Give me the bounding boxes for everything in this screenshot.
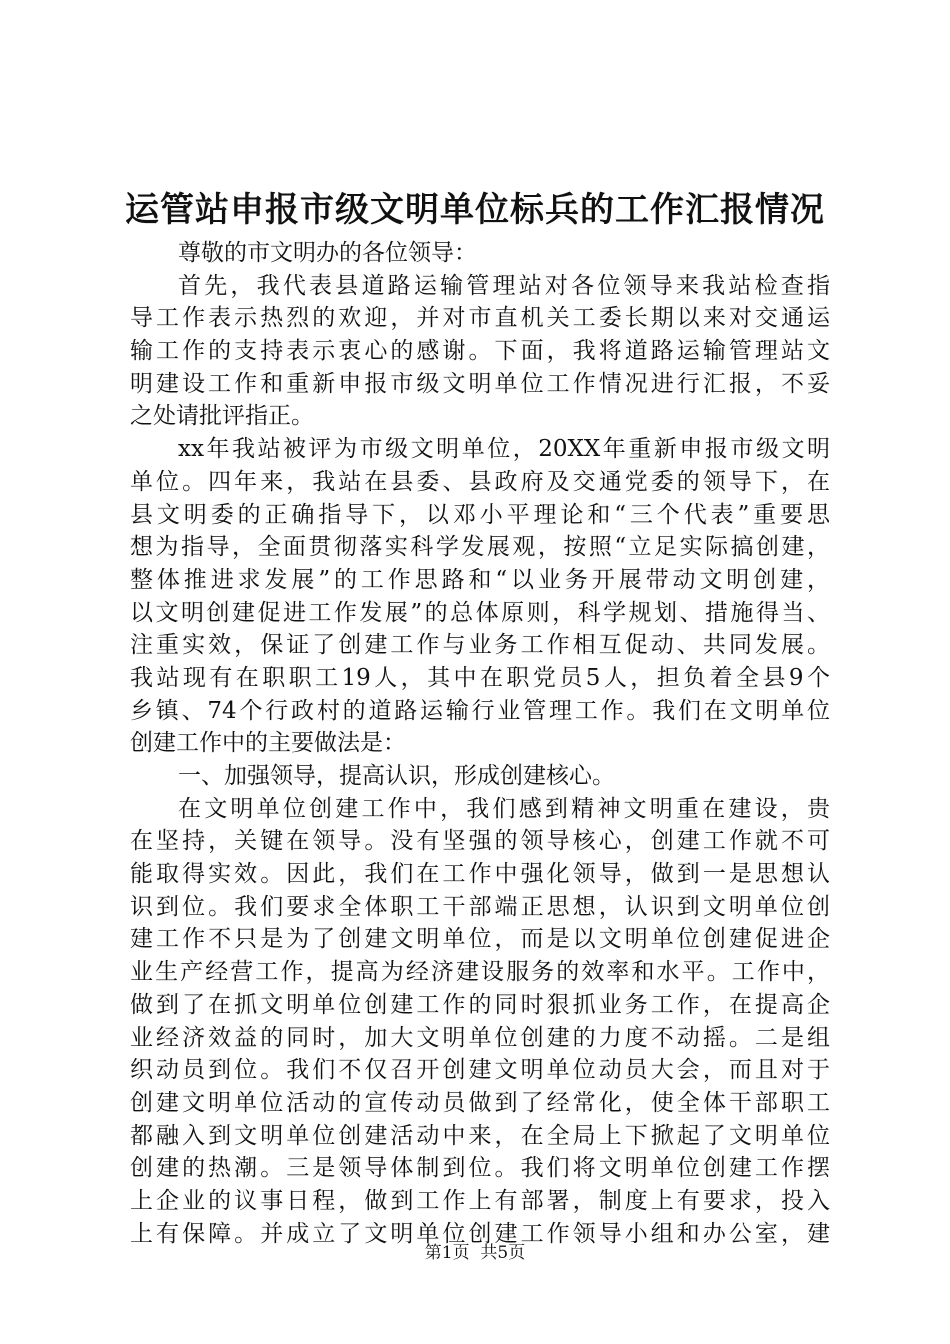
text-line: 创建工作中的主要做法是： [130, 730, 406, 757]
text-line: xx年我站被评为市级文明单位，20XX年重新申报市级文明 [178, 436, 830, 463]
document-body [130, 237, 830, 1250]
text-line: 业生产经营工作，提高为经济建设服务的效率和水平。工作中， [130, 959, 830, 986]
text-line: 一、加强领导，提高认识，形成创建核心。 [178, 763, 615, 789]
text-line: 想为指导，全面贯彻落实科学发展观，按照“立足实际搞创建， [130, 534, 830, 561]
text-line: 做到了在抓文明单位创建工作的同时狠抓业务工作，在提高企 [130, 991, 830, 1018]
page-footer: 第1页 共5页 [424, 1243, 526, 1263]
text-line: 以文明创建促进工作发展”的总体原则，科学规划、措施得当、 [130, 599, 830, 626]
text-line: 之处请批评指正。 [130, 403, 314, 430]
text-line: 整体推进求发展”的工作思路和“以业务开展带动文明创建， [130, 566, 830, 593]
text-line: 都融入到文明单位创建活动中来，在全局上下掀起了文明单位 [130, 1122, 830, 1149]
text-line: 注重实效，保证了创建工作与业务工作相互促动、共同发展。 [130, 632, 830, 659]
text-line: 创建的热潮。三是领导体制到位。我们将文明单位创建工作摆 [130, 1155, 830, 1182]
text-line: 在文明单位创建工作中，我们感到精神文明重在建设，贵 [178, 795, 830, 822]
text-line: 上企业的议事日程，做到工作上有部署，制度上有要求，投入 [130, 1187, 830, 1214]
text-line: 明建设工作和重新申报市级文明单位工作情况进行汇报，不妥 [130, 370, 830, 397]
text-line: 输工作的支持表示衷心的感谢。下面，我将道路运输管理站文 [130, 338, 830, 365]
text-line: 织动员到位。我们不仅召开创建文明单位动员大会，而且对于 [130, 1057, 830, 1084]
text-line: 单位。四年来，我站在县委、县政府及交通党委的领导下，在 [130, 468, 830, 495]
text-line: 在坚持，关键在领导。没有坚强的领导核心，创建工作就不可 [130, 828, 830, 855]
text-line: 导工作表示热烈的欢迎，并对市直机关工委长期以来对交通运 [130, 305, 830, 332]
text-line: 识到位。我们要求全体职工干部端正思想，认识到文明单位创 [130, 893, 830, 920]
text-line: 上有保障。并成立了文明单位创建工作领导小组和办公室，建 [130, 1220, 830, 1247]
text-line: 创建文明单位活动的宣传动员做到了经常化，使全体干部职工 [130, 1089, 830, 1116]
text-line: 乡镇、74个行政村的道路运输行业管理工作。我们在文明单位 [130, 697, 830, 724]
text-line: 首先，我代表县道路运输管理站对各位领导来我站检查指 [178, 272, 830, 299]
text-line: 我站现有在职职工19人，其中在职党员5人，担负着全县9个 [130, 664, 830, 691]
text-line: 县文明委的正确指导下，以邓小平理论和“三个代表”重要思 [130, 501, 830, 528]
document-title: 运管站申报市级文明单位标兵的工作汇报情况 [125, 190, 825, 230]
text-line: 业经济效益的同时，加大文明单位创建的力度不动摇。二是组 [130, 1024, 830, 1051]
text-line: 建工作不只是为了创建文明单位，而是以文明单位创建促进企 [130, 926, 830, 953]
text-line: 能取得实效。因此，我们在工作中强化领导，做到一是思想认 [130, 861, 830, 888]
text-line: 尊敬的市文明办的各位领导： [178, 240, 477, 266]
